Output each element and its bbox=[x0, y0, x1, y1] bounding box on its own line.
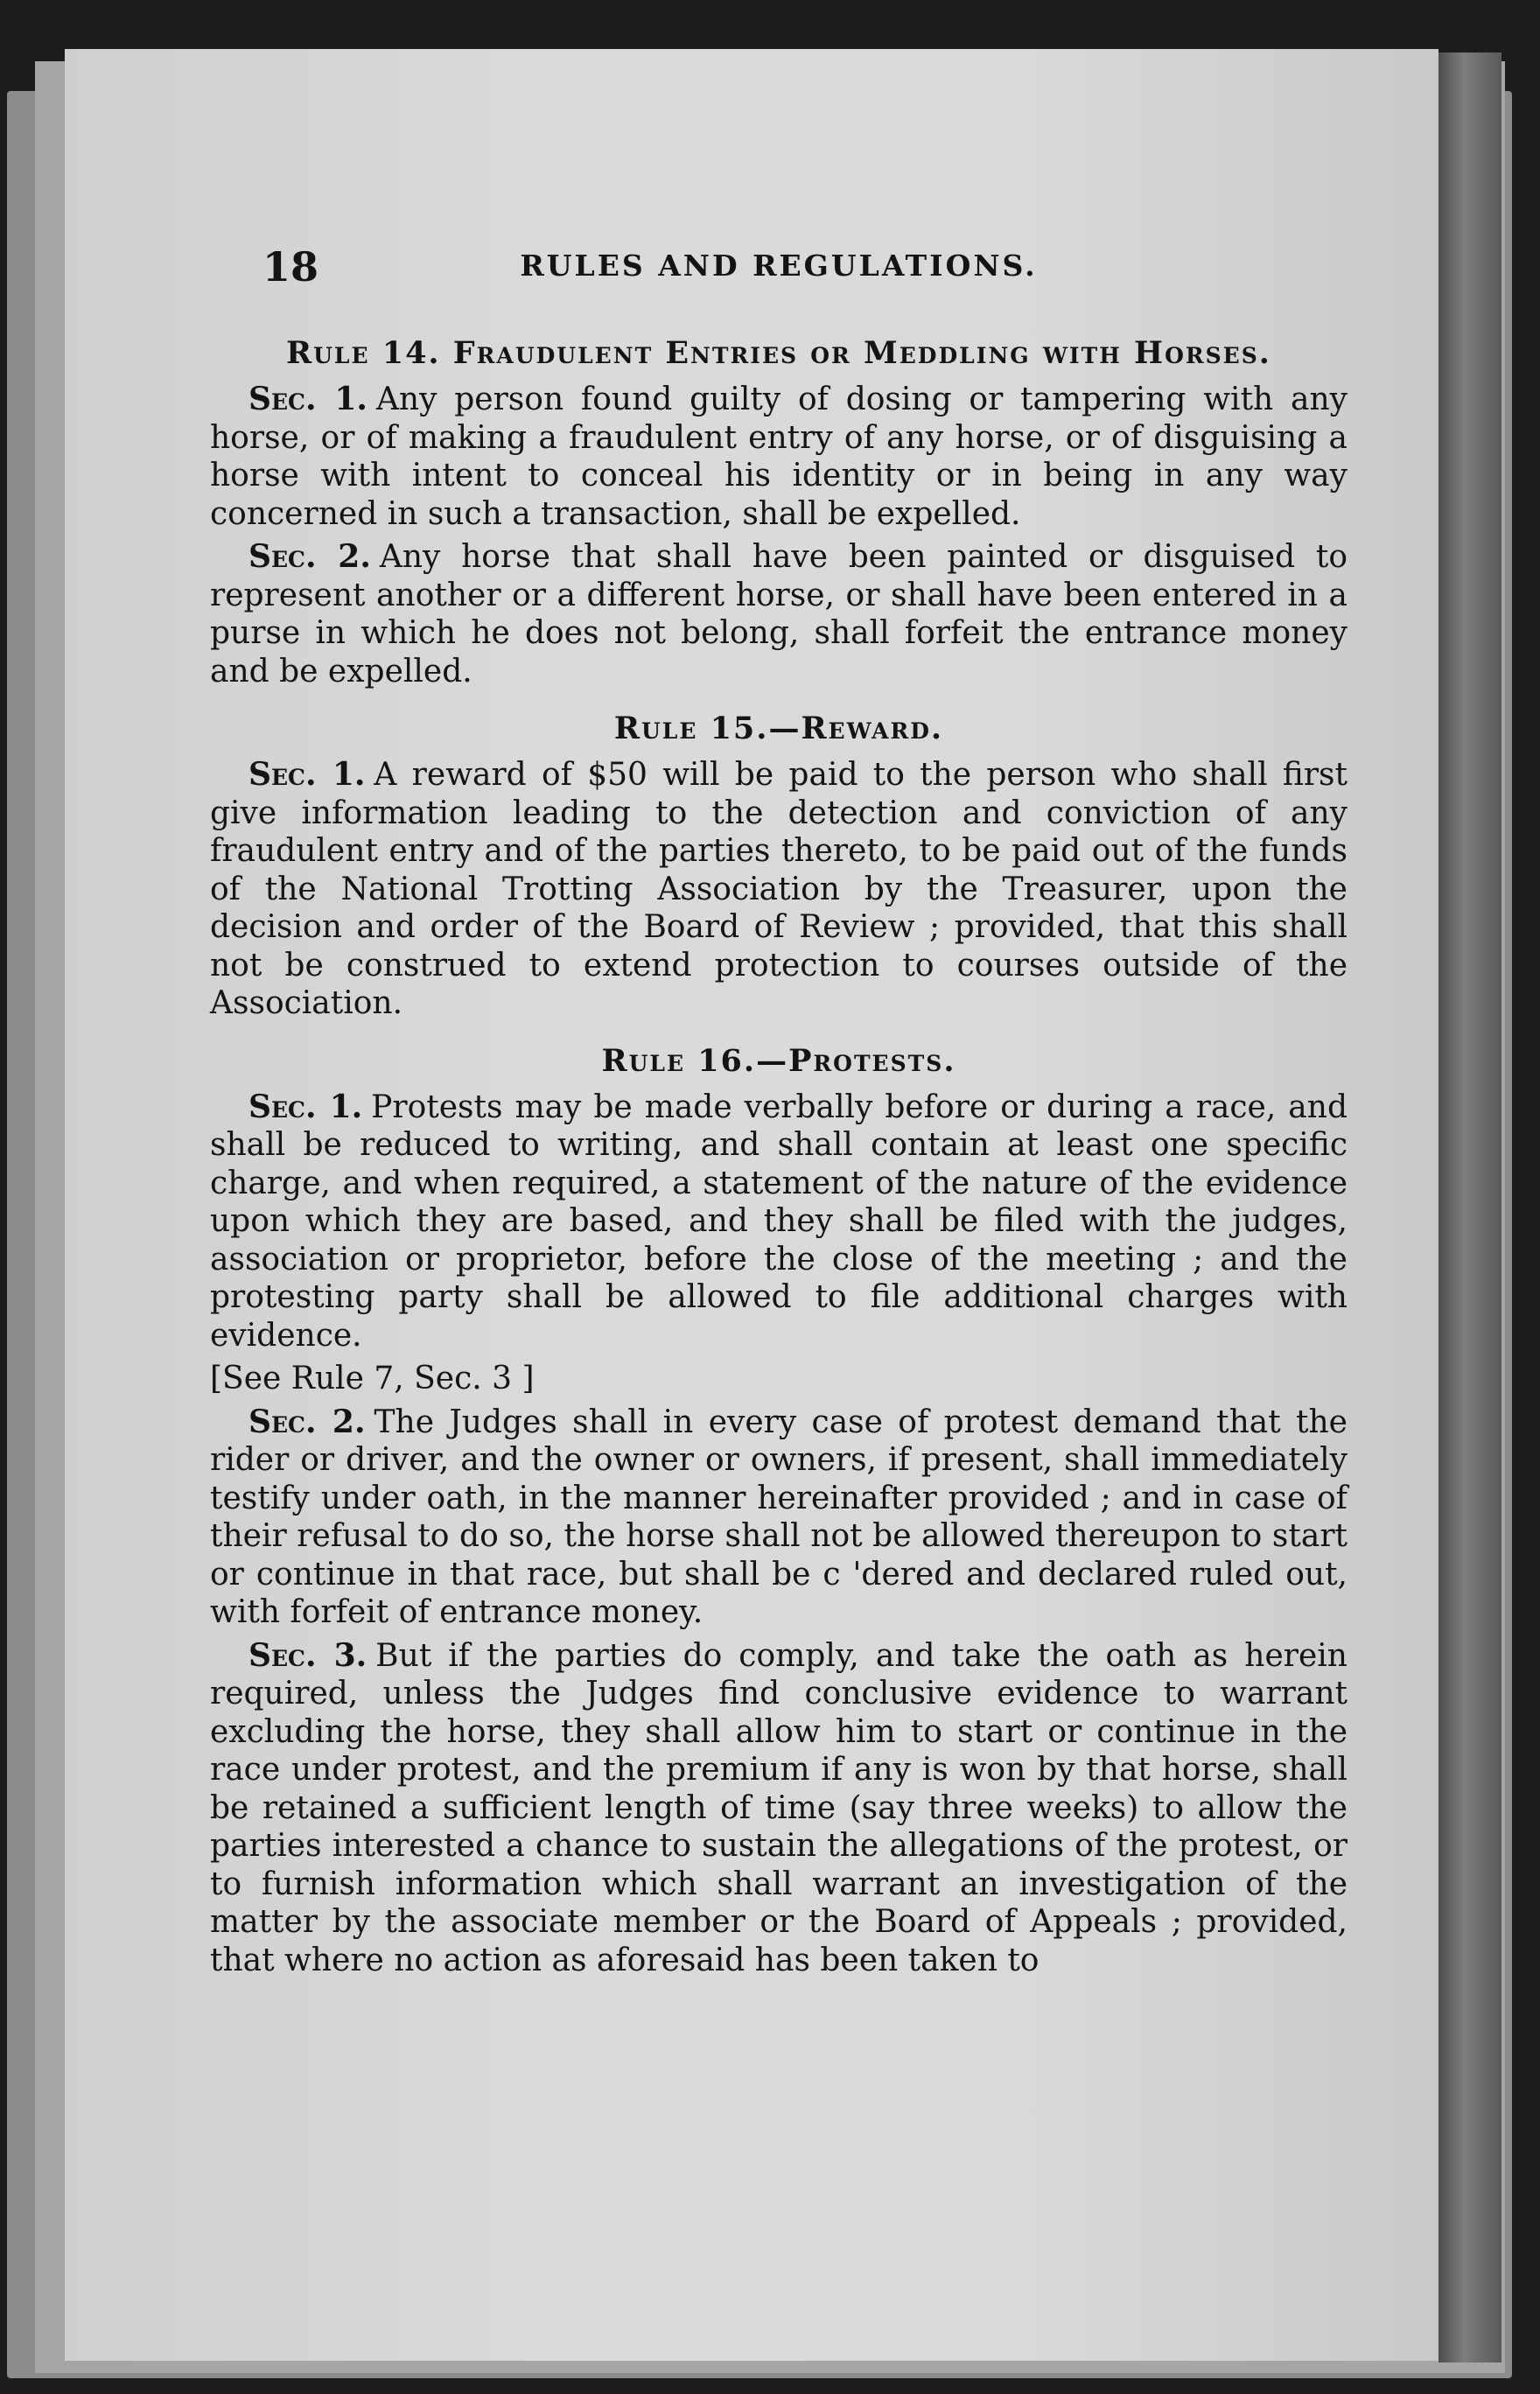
section-label: Sec. 1. bbox=[248, 756, 366, 793]
section-label: Sec. 2. bbox=[248, 538, 371, 575]
rule-16-section-2 bbox=[210, 1404, 1348, 1632]
section-text: Any person found guilty of dosing or tampering with any horse, or of making a fraudulent entry of any horse, or of disguising a horse with intent to conceal his identity or in being in any way concerned in such a transaction, shall be expelled. bbox=[210, 382, 1348, 532]
running-title: RULES AND REGULATIONS. bbox=[520, 248, 1038, 283]
rule-15-heading: Rule 15.—Reward. bbox=[613, 710, 944, 746]
rule-14-heading: Rule 14. Fraudulent Entries or Meddling with Horses. bbox=[286, 335, 1271, 371]
section-label: Sec. 1. bbox=[248, 1088, 363, 1125]
rule-14-section-1 bbox=[210, 381, 1348, 533]
rule-14-section-2 bbox=[210, 538, 1348, 690]
rule-16-section-1 bbox=[210, 1088, 1348, 1355]
section-text: Protests may be made verbally before or during a race, and shall be reduced to writing, and shall contain at least one specific charge, and when required, a statement of the nature of the evidence upon which they are based, and they shall be filed with the judges, association or proprietor, before the close of the meeting ; and the protesting party shall be allowed to file additional charges with evidence. bbox=[210, 1088, 1348, 1354]
section-text: The Judges shall in every case of protest demand that the rider or driver, and the owner or owners, if present, shall immediately testify under oath, in the manner hereinafter provided ; and in case of their refusal to do so, the horse shall not be allowed thereupon to start or continue in that race, but shall be c 'dered and declared ruled out, with forfeit of entrance money. bbox=[210, 1404, 1348, 1630]
page-number: 18 bbox=[262, 243, 319, 290]
page-text bbox=[210, 226, 1348, 1984]
section-label: Sec. 3. bbox=[248, 1636, 368, 1674]
section-label: Sec. 2. bbox=[248, 1403, 366, 1440]
rule-16-heading: Rule 16.—Protests. bbox=[601, 1042, 956, 1079]
cross-reference-text: [See Rule 7, Sec. 3 ] bbox=[210, 1361, 535, 1396]
section-text: A reward of $50 will be paid to the person who shall first give information leading to the detection and conviction of any fraudulent entry and of the parties thereto, to be paid out of the funds of the National Trotting Association by the Treasurer, upon the decision and order of the Board of Review ; provided, that this shall not be construed to extend protection to courses outside of the Association. bbox=[210, 757, 1348, 1021]
rule-15-section-1 bbox=[210, 756, 1348, 1023]
rule-16-section-3 bbox=[210, 1637, 1348, 1980]
section-label: Sec. 1. bbox=[248, 381, 368, 417]
rule-16-cross-reference bbox=[210, 1360, 1348, 1398]
book-spine-shadow bbox=[1438, 52, 1502, 2362]
running-head bbox=[210, 226, 1348, 296]
section-text: But if the parties do comply, and take the oath as herein required, unless the Judges find conclusive evidence to warrant excluding the horse, they shall allow him to start or continue in the race under protest, and the premium if any is won by that horse, shall be retained a sufficient length of time (say three weeks) to allow the parties interested a chance to sustain the allegations of the protest, or to furnish information which shall warrant an investigation of the matter by the associate member or the Board of Appeals ; provided, that where no action as aforesaid has been taken to bbox=[210, 1637, 1348, 1978]
section-text: Any horse that shall have been painted or disguised to represent another or a different horse, or shall have been entered in a purse in which he does not belong, shall forfeit the entrance money and be expelled. bbox=[210, 539, 1348, 690]
